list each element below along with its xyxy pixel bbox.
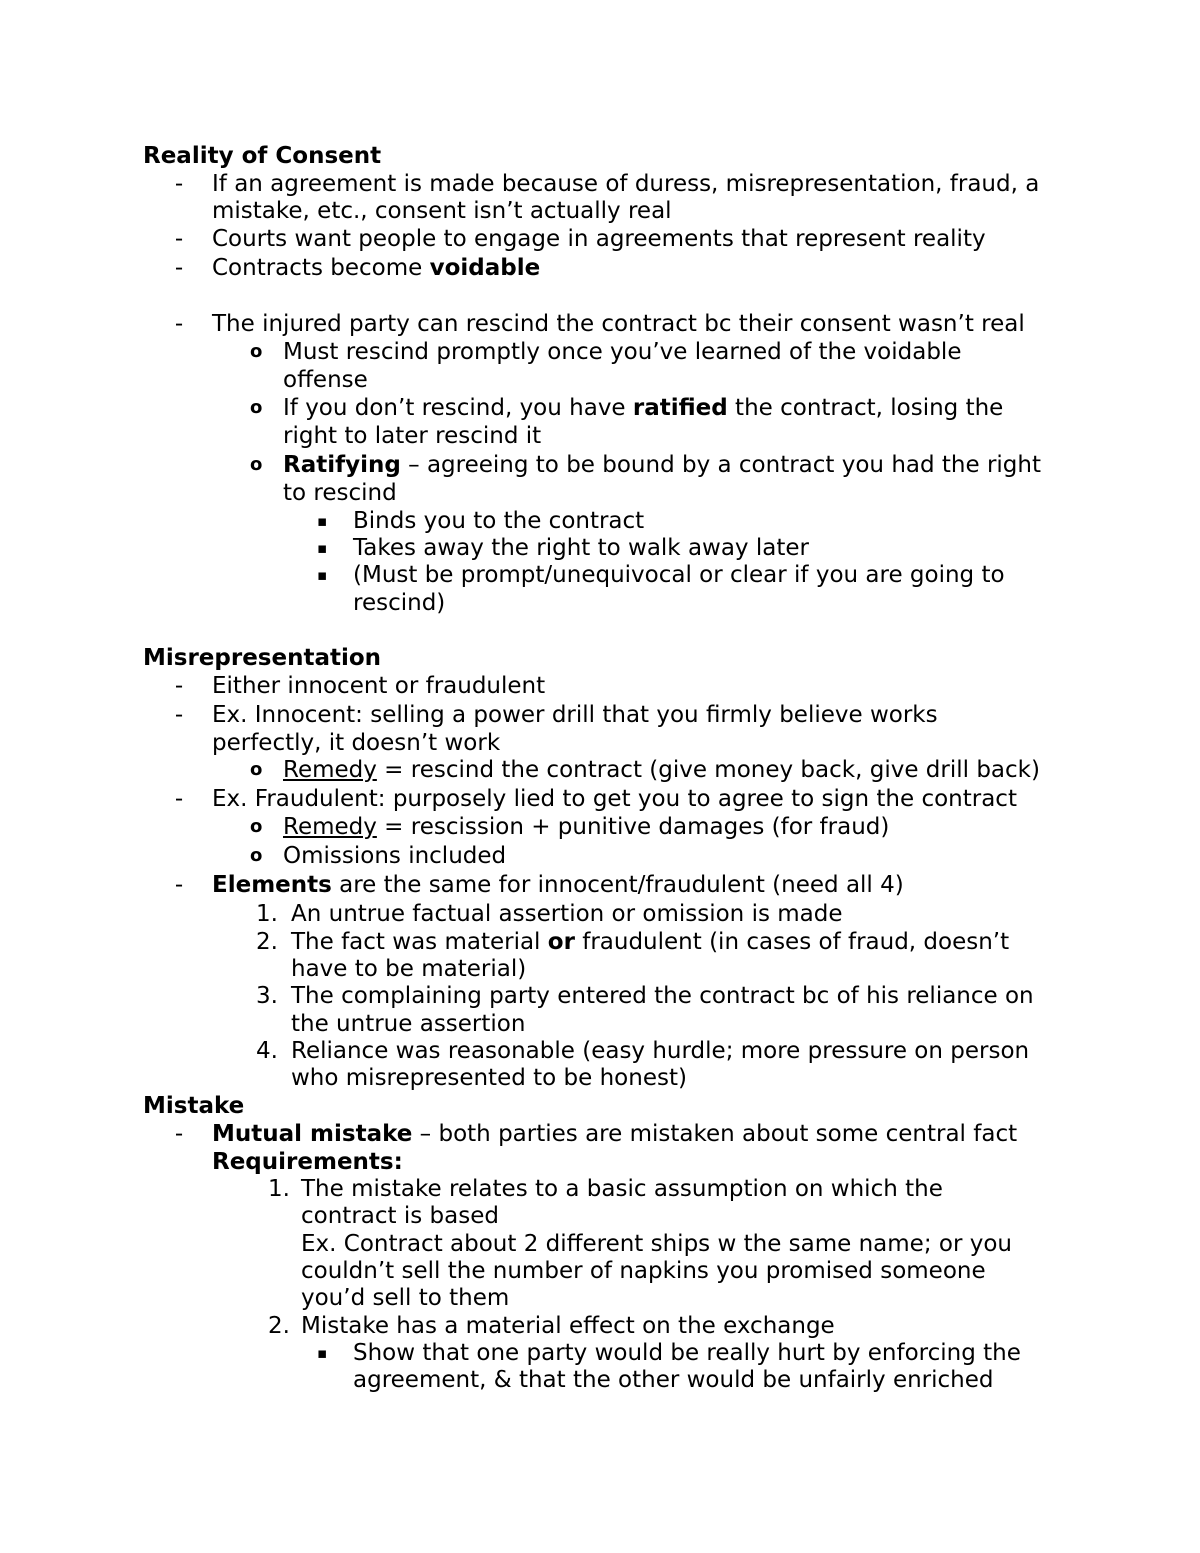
list-item-cont: the untrue assertion bbox=[291, 1011, 526, 1037]
number-marker: 4. bbox=[256, 1038, 278, 1064]
list-item bbox=[212, 254, 540, 282]
text-run: are the same for innocent/fraudulent (need all 4) bbox=[331, 872, 904, 898]
text-run: The fact was material bbox=[291, 929, 548, 955]
bullet-dash: - bbox=[174, 255, 184, 281]
bullet-dash: - bbox=[174, 872, 184, 898]
bullet-circle: o bbox=[250, 759, 263, 780]
bullet-square: ▪ bbox=[317, 512, 328, 530]
list-item-cont: have to be material) bbox=[291, 956, 527, 982]
list-item bbox=[212, 871, 904, 899]
list-item: The injured party can rescind the contract bc their consent wasn’t real bbox=[212, 311, 1025, 337]
list-item: (Must be prompt/unequivocal or clear if you are going to bbox=[353, 562, 1005, 588]
list-item: Ex. Innocent: selling a power drill that you firmly believe works bbox=[212, 702, 938, 728]
number-marker: 1. bbox=[256, 901, 278, 927]
list-item: Either innocent or fraudulent bbox=[212, 673, 546, 699]
list-item: If an agreement is made because of duress, misrepresentation, fraud, a bbox=[212, 171, 1040, 197]
list-item-cont: to rescind bbox=[283, 480, 397, 506]
bullet-dash: - bbox=[174, 311, 184, 337]
list-item: Ex. Fraudulent: purposely lied to get you to agree to sign the contract bbox=[212, 786, 1017, 812]
number-marker: 2. bbox=[256, 929, 278, 955]
list-item bbox=[283, 756, 1040, 784]
bold-term: ratified bbox=[632, 395, 728, 421]
example-line: couldn’t sell the number of napkins you promised someone bbox=[301, 1258, 986, 1284]
list-item: The mistake relates to a basic assumption on which the bbox=[301, 1176, 943, 1202]
bullet-dash: - bbox=[174, 226, 184, 252]
text-run: = rescission + punitive damages (for fraud) bbox=[376, 814, 890, 840]
bullet-dash: - bbox=[174, 786, 184, 812]
list-item: Binds you to the contract bbox=[353, 508, 645, 534]
list-item: An untrue factual assertion or omission is made bbox=[291, 901, 843, 927]
bullet-circle: o bbox=[250, 454, 263, 475]
list-item bbox=[283, 813, 889, 841]
bold-term: Elements bbox=[212, 872, 332, 898]
bullet-dash: - bbox=[174, 702, 184, 728]
list-item: Mistake has a material effect on the exchange bbox=[301, 1313, 835, 1339]
list-item-cont: offense bbox=[283, 367, 368, 393]
text-run: – both parties are mistaken about some central fact bbox=[412, 1121, 1018, 1147]
bullet-circle: o bbox=[250, 845, 263, 866]
requirements-label: Requirements: bbox=[212, 1149, 403, 1175]
list-item-cont: perfectly, it doesn’t work bbox=[212, 730, 501, 756]
text-run: Contracts become bbox=[212, 255, 430, 281]
bullet-circle: o bbox=[250, 341, 263, 362]
list-item: Courts want people to engage in agreements that represent reality bbox=[212, 226, 986, 252]
list-item-cont: mistake, etc., consent isn’t actually real bbox=[212, 198, 672, 224]
heading-reality-of-consent: Reality of Consent bbox=[143, 143, 382, 169]
bullet-square: ▪ bbox=[317, 1344, 328, 1362]
list-item bbox=[291, 928, 1009, 956]
list-item-cont: contract is based bbox=[301, 1203, 499, 1229]
bullet-circle: o bbox=[250, 397, 263, 418]
list-item-cont: who misrepresented to be honest) bbox=[291, 1065, 687, 1091]
number-marker: 2. bbox=[268, 1313, 290, 1339]
bullet-circle: o bbox=[250, 816, 263, 837]
list-item: Show that one party would be really hurt by enforcing the bbox=[353, 1340, 1021, 1366]
example-line: Ex. Contract about 2 different ships w the same name; or you bbox=[301, 1231, 1012, 1257]
bold-term: voidable bbox=[429, 255, 541, 281]
bold-term: Ratifying bbox=[283, 452, 401, 478]
text-run: – agreeing to be bound by a contract you had the right bbox=[400, 452, 1042, 478]
underlined-term: Remedy bbox=[283, 757, 377, 783]
underlined-term: Remedy bbox=[283, 814, 377, 840]
bullet-dash: - bbox=[174, 171, 184, 197]
bullet-square: ▪ bbox=[317, 566, 328, 584]
list-item: Takes away the right to walk away later bbox=[353, 535, 809, 561]
number-marker: 1. bbox=[268, 1176, 290, 1202]
bullet-dash: - bbox=[174, 1121, 184, 1147]
heading-misrepresentation: Misrepresentation bbox=[143, 645, 382, 671]
list-item: Reliance was reasonable (easy hurdle; more pressure on person bbox=[291, 1038, 1030, 1064]
example-line: you’d sell to them bbox=[301, 1285, 510, 1311]
text-run: the contract, losing the bbox=[727, 395, 1004, 421]
bold-term: Mutual mistake bbox=[212, 1121, 413, 1147]
heading-mistake: Mistake bbox=[143, 1093, 245, 1119]
list-item bbox=[283, 451, 1041, 479]
text-run: If you don’t rescind, you have bbox=[283, 395, 633, 421]
list-item: Omissions included bbox=[283, 843, 507, 869]
list-item-cont: agreement, & that the other would be unfairly enriched bbox=[353, 1367, 994, 1393]
text-run: = rescind the contract (give money back, give drill back) bbox=[376, 757, 1040, 783]
list-item bbox=[212, 1120, 1017, 1148]
list-item: Must rescind promptly once you’ve learned of the voidable bbox=[283, 339, 962, 365]
list-item-cont: rescind) bbox=[353, 590, 446, 616]
text-run: fraudulent (in cases of fraud, doesn’t bbox=[574, 929, 1010, 955]
bold-term: or bbox=[547, 929, 575, 955]
list-item-cont: right to later rescind it bbox=[283, 423, 542, 449]
bullet-dash: - bbox=[174, 673, 184, 699]
list-item: The complaining party entered the contract bc of his reliance on bbox=[291, 983, 1034, 1009]
number-marker: 3. bbox=[256, 983, 278, 1009]
bullet-square: ▪ bbox=[317, 539, 328, 557]
list-item bbox=[283, 394, 1003, 422]
